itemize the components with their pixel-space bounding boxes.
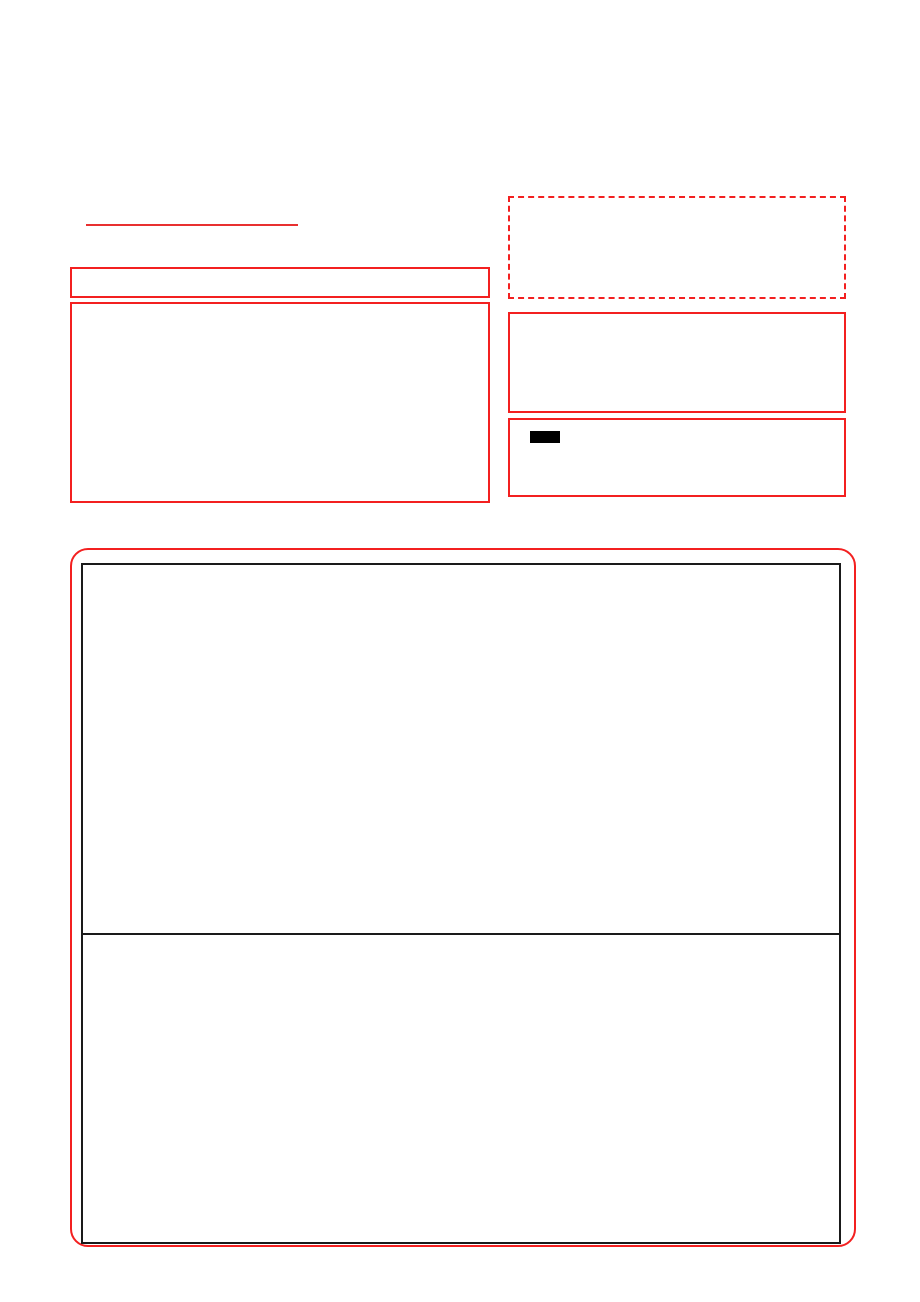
notice-header (70, 267, 490, 298)
wrong-fill-row (520, 449, 834, 474)
name-row (82, 204, 298, 226)
notice-body (70, 302, 490, 503)
top-timing-strip (57, 41, 863, 59)
answer-region (70, 548, 856, 1247)
forbidden-box (508, 312, 846, 413)
correct-fill-row (520, 424, 834, 449)
correct-fill-swatch (530, 431, 560, 443)
name-input-line[interactable] (86, 204, 298, 226)
barcode-area (508, 196, 846, 299)
answer-region-inner (81, 563, 841, 1244)
nonchoice-section (83, 935, 839, 945)
choice-section (83, 565, 839, 935)
fill-sample-box (508, 418, 846, 497)
